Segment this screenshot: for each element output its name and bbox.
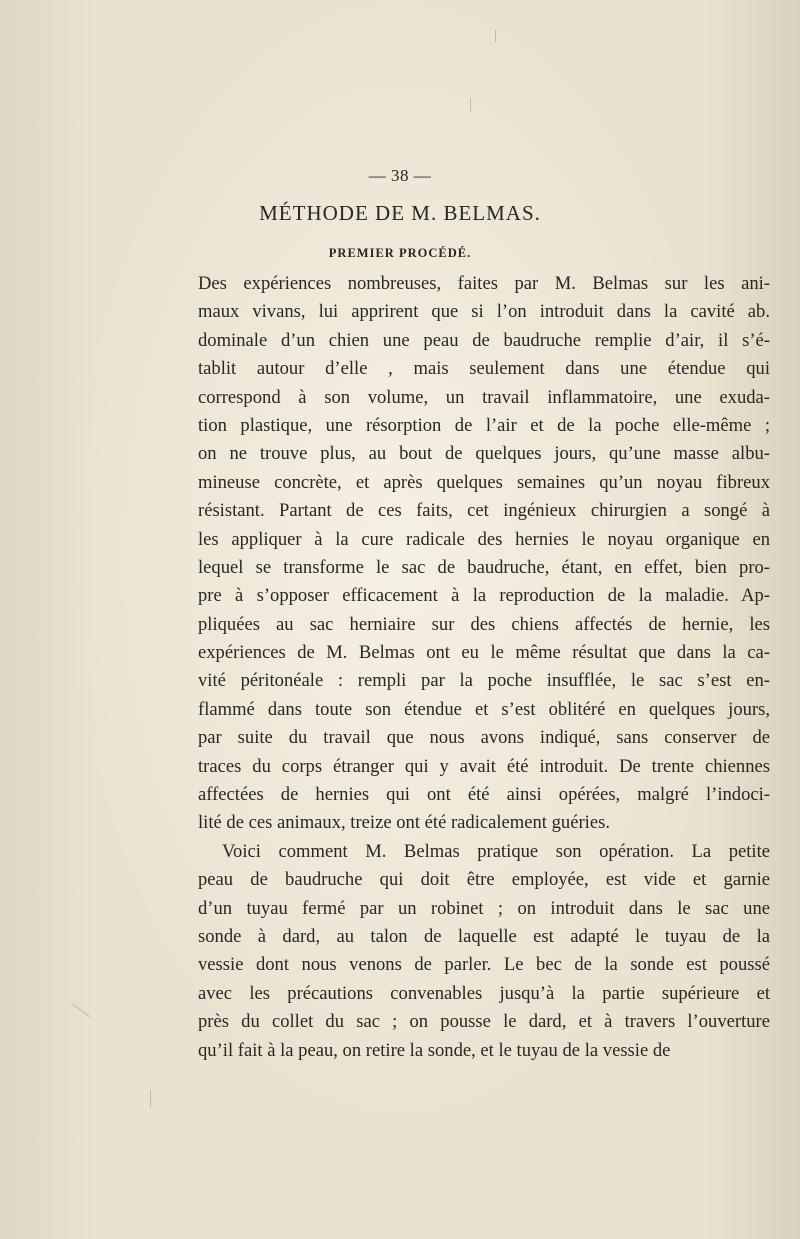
text-line: dominale d’un chien une peau de baudruche remplie d’air, il s’é- — [198, 329, 770, 351]
text-line: tion plastique, une résorption de l’air et de la poche elle-même ; — [198, 414, 770, 436]
page-number: — 38 — — [368, 166, 432, 185]
text-line: mineuse concrète, et après quelques semaines qu’un noyau fibreux — [198, 471, 770, 493]
text-line: vessie dont nous venons de parler. Le bec de la sonde est poussé — [198, 954, 770, 976]
section-title: MÉTHODE DE M. BELMAS. — [259, 201, 541, 225]
text-line: avec les précautions convenables jusqu’à la partie supérieure et — [198, 982, 770, 1004]
paper-scratch — [470, 98, 471, 112]
text-line: on ne trouve plus, au bout de quelques jours, qu’une masse albu- — [198, 443, 770, 465]
text-line: correspond à son volume, un travail inflammatoire, une exuda- — [198, 386, 770, 408]
subsection-title: PREMIER PROCÉDÉ. — [328, 246, 472, 260]
text-line: Des expériences nombreuses, faites par M. Belmas sur les ani- — [198, 273, 770, 294]
text-line: par suite du travail que nous avons indiqué, sans conserver de — [198, 727, 770, 749]
text-line: qu’il fait à la peau, on retire la sonde, et le tuyau de la vessie de — [198, 1039, 671, 1061]
paper-scratch — [150, 1090, 151, 1108]
text-line: expériences de M. Belmas ont eu le même résultat que dans la ca- — [198, 642, 770, 664]
text-line: vité péritonéale : rempli par la poche insufflée, le sac s’est en- — [198, 670, 770, 692]
paper-scratch — [72, 1004, 91, 1017]
text-line: les appliquer à la cure radicale des hernies le noyau organique en — [198, 528, 770, 550]
text-line: lequel se transforme le sac de baudruche, étant, en effet, bien pro- — [198, 556, 770, 578]
text-line: pliquées au sac herniaire sur des chiens affectés de hernie, les — [198, 613, 770, 635]
text-line: maux vivans, lui apprirent que si l’on introduit dans la cavité ab. — [198, 301, 770, 323]
text-line: Voici comment M. Belmas pratique son opération. La petite — [222, 840, 770, 862]
text-line: sonde à dard, au talon de laquelle est adapté le tuyau de la — [198, 925, 770, 947]
text-line: traces du corps étranger qui y avait été introduit. De trente chiennes — [198, 755, 770, 777]
text-line: flammé dans toute son étendue et s’est oblitéré en quelques jours, — [198, 698, 770, 720]
text-line: près du collet du sac ; on pousse le dard, et à travers l’ouverture — [198, 1011, 770, 1033]
text-line: pre à s’opposer efficacement à la reproduction de la maladie. Ap- — [198, 585, 770, 607]
text-line: d’un tuyau fermé par un robinet ; on introduit dans le sac une — [198, 897, 770, 919]
text-line: lité de ces animaux, treize ont été radicalement guéries. — [198, 812, 610, 834]
text-line: résistant. Partant de ces faits, cet ingénieux chirurgien a songé à — [198, 500, 770, 522]
body-text — [198, 270, 770, 1065]
paper-scratch — [495, 30, 496, 42]
text-line: peau de baudruche qui doit être employée, est vide et garnie — [198, 869, 770, 891]
text-line: affectées de hernies qui ont été ainsi opérées, malgré l’indoci- — [198, 784, 770, 806]
text-line: tablit autour d’elle , mais seulement dans une étendue qui — [198, 358, 770, 380]
